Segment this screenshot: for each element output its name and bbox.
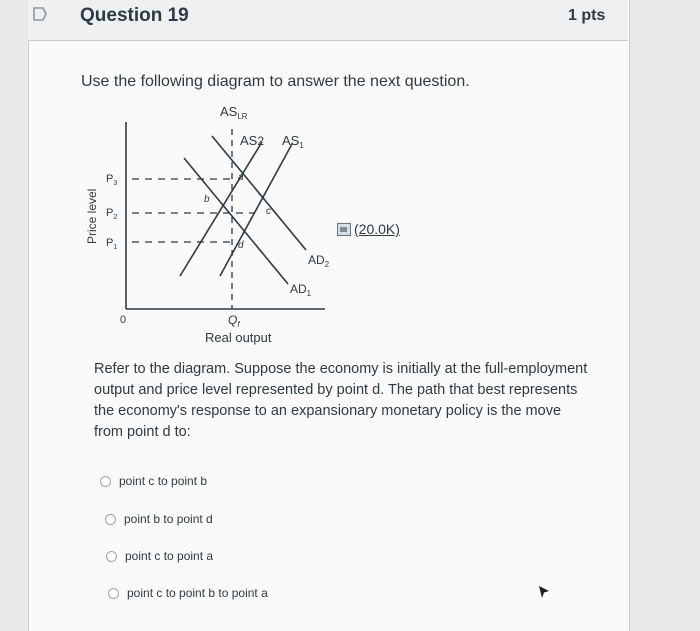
answer-label[interactable]: point c to point b xyxy=(119,474,208,488)
as1-label: $AS_1$ xyxy=(282,133,304,150)
question-prompt: Refer to the diagram. Suppose the economy is initially at the full-employment output and price level represented by point d. The path that best represents the economy's response to an expansionary monetary policy is the move from point d to: xyxy=(94,361,588,440)
point-c-label: c xyxy=(266,206,271,217)
answer-option[interactable] xyxy=(105,512,213,526)
answer-option[interactable] xyxy=(106,549,213,563)
mouse-cursor-icon xyxy=(538,585,550,599)
radio-button[interactable] xyxy=(108,588,119,599)
x-axis-label: Real output xyxy=(205,330,272,345)
flag-icon[interactable] xyxy=(32,6,48,22)
p1-label: $P_1$ xyxy=(106,237,118,251)
attachment-size[interactable]: (20.0K) xyxy=(354,221,400,237)
radio-button[interactable] xyxy=(100,476,111,487)
origin-label: 0 xyxy=(120,314,127,326)
y-axis-label: Price level xyxy=(85,188,99,244)
as2-curve xyxy=(180,142,262,276)
p2-label: $P_2$ xyxy=(106,207,118,221)
attachment-link[interactable] xyxy=(337,221,400,237)
answer-option[interactable] xyxy=(100,474,207,488)
radio-button[interactable] xyxy=(106,551,117,562)
question-title: Question 19 xyxy=(80,5,189,26)
ad1-label: $AD_1$ xyxy=(290,282,312,298)
as-ad-diagram xyxy=(70,96,360,356)
as-lr-label: $AS_{LR}$ xyxy=(220,104,248,121)
point-b-label: b xyxy=(204,194,210,205)
point-a-label: a xyxy=(238,172,244,183)
point-d-label: d xyxy=(238,240,244,251)
radio-button[interactable] xyxy=(105,514,116,525)
as1-curve xyxy=(220,144,292,276)
ad1-curve xyxy=(184,158,288,284)
answer-option[interactable] xyxy=(108,586,268,600)
qf-label: $Q_f$ xyxy=(228,313,240,329)
answer-label[interactable]: point c to point a xyxy=(125,549,214,563)
answer-label[interactable]: point b to point d xyxy=(124,512,213,526)
ad2-label: $AD_2$ xyxy=(308,253,330,269)
answer-label[interactable]: point c to point b to point a xyxy=(127,586,268,600)
ad2-curve xyxy=(212,136,306,250)
as2-label: AS2 xyxy=(240,133,265,148)
p3-label: $P_3$ xyxy=(106,173,118,187)
image-file-icon xyxy=(337,223,351,236)
question-intro: Use the following diagram to answer the next question. xyxy=(81,73,470,90)
question-points: 1 pts xyxy=(568,7,606,24)
